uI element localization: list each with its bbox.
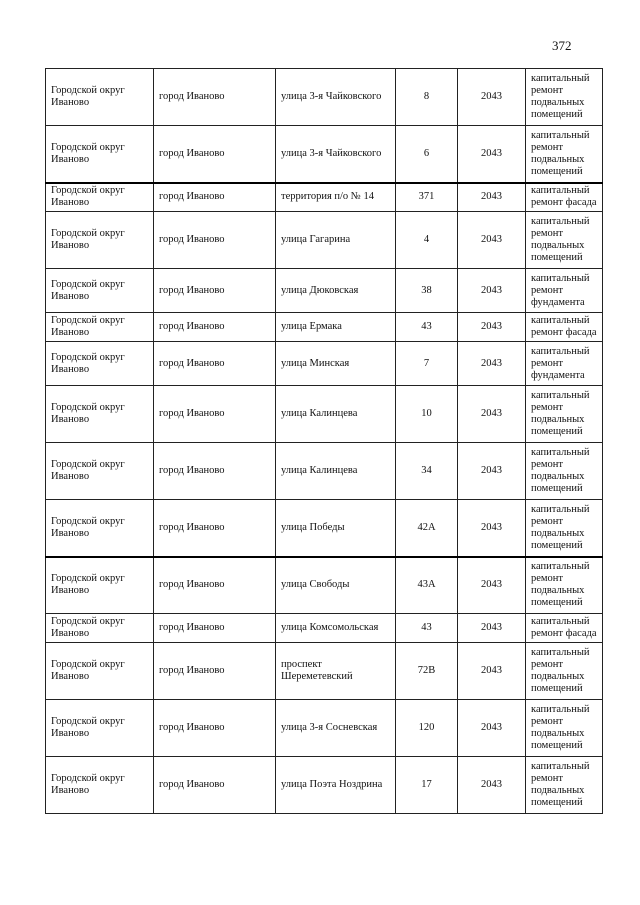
district-cell: Городской округ Иваново (46, 313, 154, 342)
table-row (46, 269, 603, 313)
page-number: 372 (552, 38, 572, 53)
work-type-cell: капитальный ремонт подвальных помещений (526, 643, 603, 700)
house-cell: 17 (396, 757, 458, 814)
work-type-cell: капитальный ремонт подвальных помещений (526, 557, 603, 614)
work-type-cell: капитальный ремонт подвальных помещений (526, 700, 603, 757)
table-row (46, 614, 603, 643)
year-cell: 2043 (458, 269, 526, 313)
settlement-cell: город Иваново (154, 126, 276, 183)
work-type-cell: капитальный ремонт фасада (526, 183, 603, 212)
work-type-cell: капитальный ремонт фасада (526, 614, 603, 643)
street-cell: улица 3-я Чайковского (276, 126, 396, 183)
district-cell: Городской округ Иваново (46, 643, 154, 700)
work-type-cell: капитальный ремонт фундамента (526, 342, 603, 386)
table-row (46, 557, 603, 614)
year-cell: 2043 (458, 557, 526, 614)
settlement-cell: город Иваново (154, 557, 276, 614)
settlement-cell: город Иваново (154, 342, 276, 386)
work-type-cell: капитальный ремонт подвальных помещений (526, 126, 603, 183)
house-cell: 34 (396, 443, 458, 500)
house-cell: 43А (396, 557, 458, 614)
street-cell: улица Комсомольская (276, 614, 396, 643)
table-row (46, 443, 603, 500)
house-cell: 4 (396, 212, 458, 269)
settlement-cell: город Иваново (154, 757, 276, 814)
work-type-cell: капитальный ремонт подвальных помещений (526, 500, 603, 557)
district-cell: Городской округ Иваново (46, 443, 154, 500)
table-row (46, 126, 603, 183)
street-cell: улица Калинцева (276, 443, 396, 500)
street-cell: улица 3-я Чайковского (276, 69, 396, 126)
district-cell: Городской округ Иваново (46, 557, 154, 614)
house-cell: 7 (396, 342, 458, 386)
street-cell: улица Победы (276, 500, 396, 557)
table-body (46, 69, 603, 814)
house-cell: 10 (396, 386, 458, 443)
work-type-cell: капитальный ремонт подвальных помещений (526, 386, 603, 443)
house-cell: 43 (396, 313, 458, 342)
year-cell: 2043 (458, 643, 526, 700)
district-cell: Городской округ Иваново (46, 700, 154, 757)
district-cell: Городской округ Иваново (46, 386, 154, 443)
settlement-cell: город Иваново (154, 443, 276, 500)
settlement-cell: город Иваново (154, 386, 276, 443)
table-row (46, 700, 603, 757)
settlement-cell: город Иваново (154, 183, 276, 212)
house-cell: 72В (396, 643, 458, 700)
settlement-cell: город Иваново (154, 614, 276, 643)
table-row (46, 643, 603, 700)
district-cell: Городской округ Иваново (46, 212, 154, 269)
table-row (46, 386, 603, 443)
house-cell: 8 (396, 69, 458, 126)
work-type-cell: капитальный ремонт подвальных помещений (526, 212, 603, 269)
street-cell: улица Ермака (276, 313, 396, 342)
year-cell: 2043 (458, 386, 526, 443)
house-cell: 371 (396, 183, 458, 212)
district-cell: Городской округ Иваново (46, 126, 154, 183)
district-cell: Городской округ Иваново (46, 69, 154, 126)
work-type-cell: капитальный ремонт фасада (526, 313, 603, 342)
table-row (46, 183, 603, 212)
settlement-cell: город Иваново (154, 269, 276, 313)
street-cell: улица Гагарина (276, 212, 396, 269)
district-cell: Городской округ Иваново (46, 614, 154, 643)
table-row (46, 69, 603, 126)
street-cell: территория п/о № 14 (276, 183, 396, 212)
table-row (46, 212, 603, 269)
year-cell: 2043 (458, 212, 526, 269)
house-cell: 42А (396, 500, 458, 557)
house-cell: 43 (396, 614, 458, 643)
house-cell: 38 (396, 269, 458, 313)
district-cell: Городской округ Иваново (46, 183, 154, 212)
district-cell: Городской округ Иваново (46, 500, 154, 557)
house-cell: 120 (396, 700, 458, 757)
settlement-cell: город Иваново (154, 69, 276, 126)
settlement-cell: город Иваново (154, 313, 276, 342)
street-cell: улица 3-я Сосневская (276, 700, 396, 757)
year-cell: 2043 (458, 757, 526, 814)
year-cell: 2043 (458, 69, 526, 126)
year-cell: 2043 (458, 700, 526, 757)
settlement-cell: город Иваново (154, 643, 276, 700)
work-type-cell: капитальный ремонт подвальных помещений (526, 757, 603, 814)
year-cell: 2043 (458, 443, 526, 500)
district-cell: Городской округ Иваново (46, 757, 154, 814)
year-cell: 2043 (458, 342, 526, 386)
house-cell: 6 (396, 126, 458, 183)
work-type-cell: капитальный ремонт подвальных помещений (526, 443, 603, 500)
settlement-cell: город Иваново (154, 700, 276, 757)
street-cell: улица Минская (276, 342, 396, 386)
street-cell: улица Поэта Ноздрина (276, 757, 396, 814)
street-cell: улица Дюковская (276, 269, 396, 313)
repair-schedule-table (45, 68, 603, 814)
year-cell: 2043 (458, 183, 526, 212)
street-cell: улица Калинцева (276, 386, 396, 443)
district-cell: Городской округ Иваново (46, 342, 154, 386)
year-cell: 2043 (458, 500, 526, 557)
table-row (46, 313, 603, 342)
work-type-cell: капитальный ремонт подвальных помещений (526, 69, 603, 126)
street-cell: проспект Шереметевский (276, 643, 396, 700)
table-row (46, 342, 603, 386)
settlement-cell: город Иваново (154, 500, 276, 557)
street-cell: улица Свободы (276, 557, 396, 614)
settlement-cell: город Иваново (154, 212, 276, 269)
year-cell: 2043 (458, 614, 526, 643)
district-cell: Городской округ Иваново (46, 269, 154, 313)
year-cell: 2043 (458, 313, 526, 342)
work-type-cell: капитальный ремонт фундамента (526, 269, 603, 313)
table-row (46, 500, 603, 557)
year-cell: 2043 (458, 126, 526, 183)
table-row (46, 757, 603, 814)
